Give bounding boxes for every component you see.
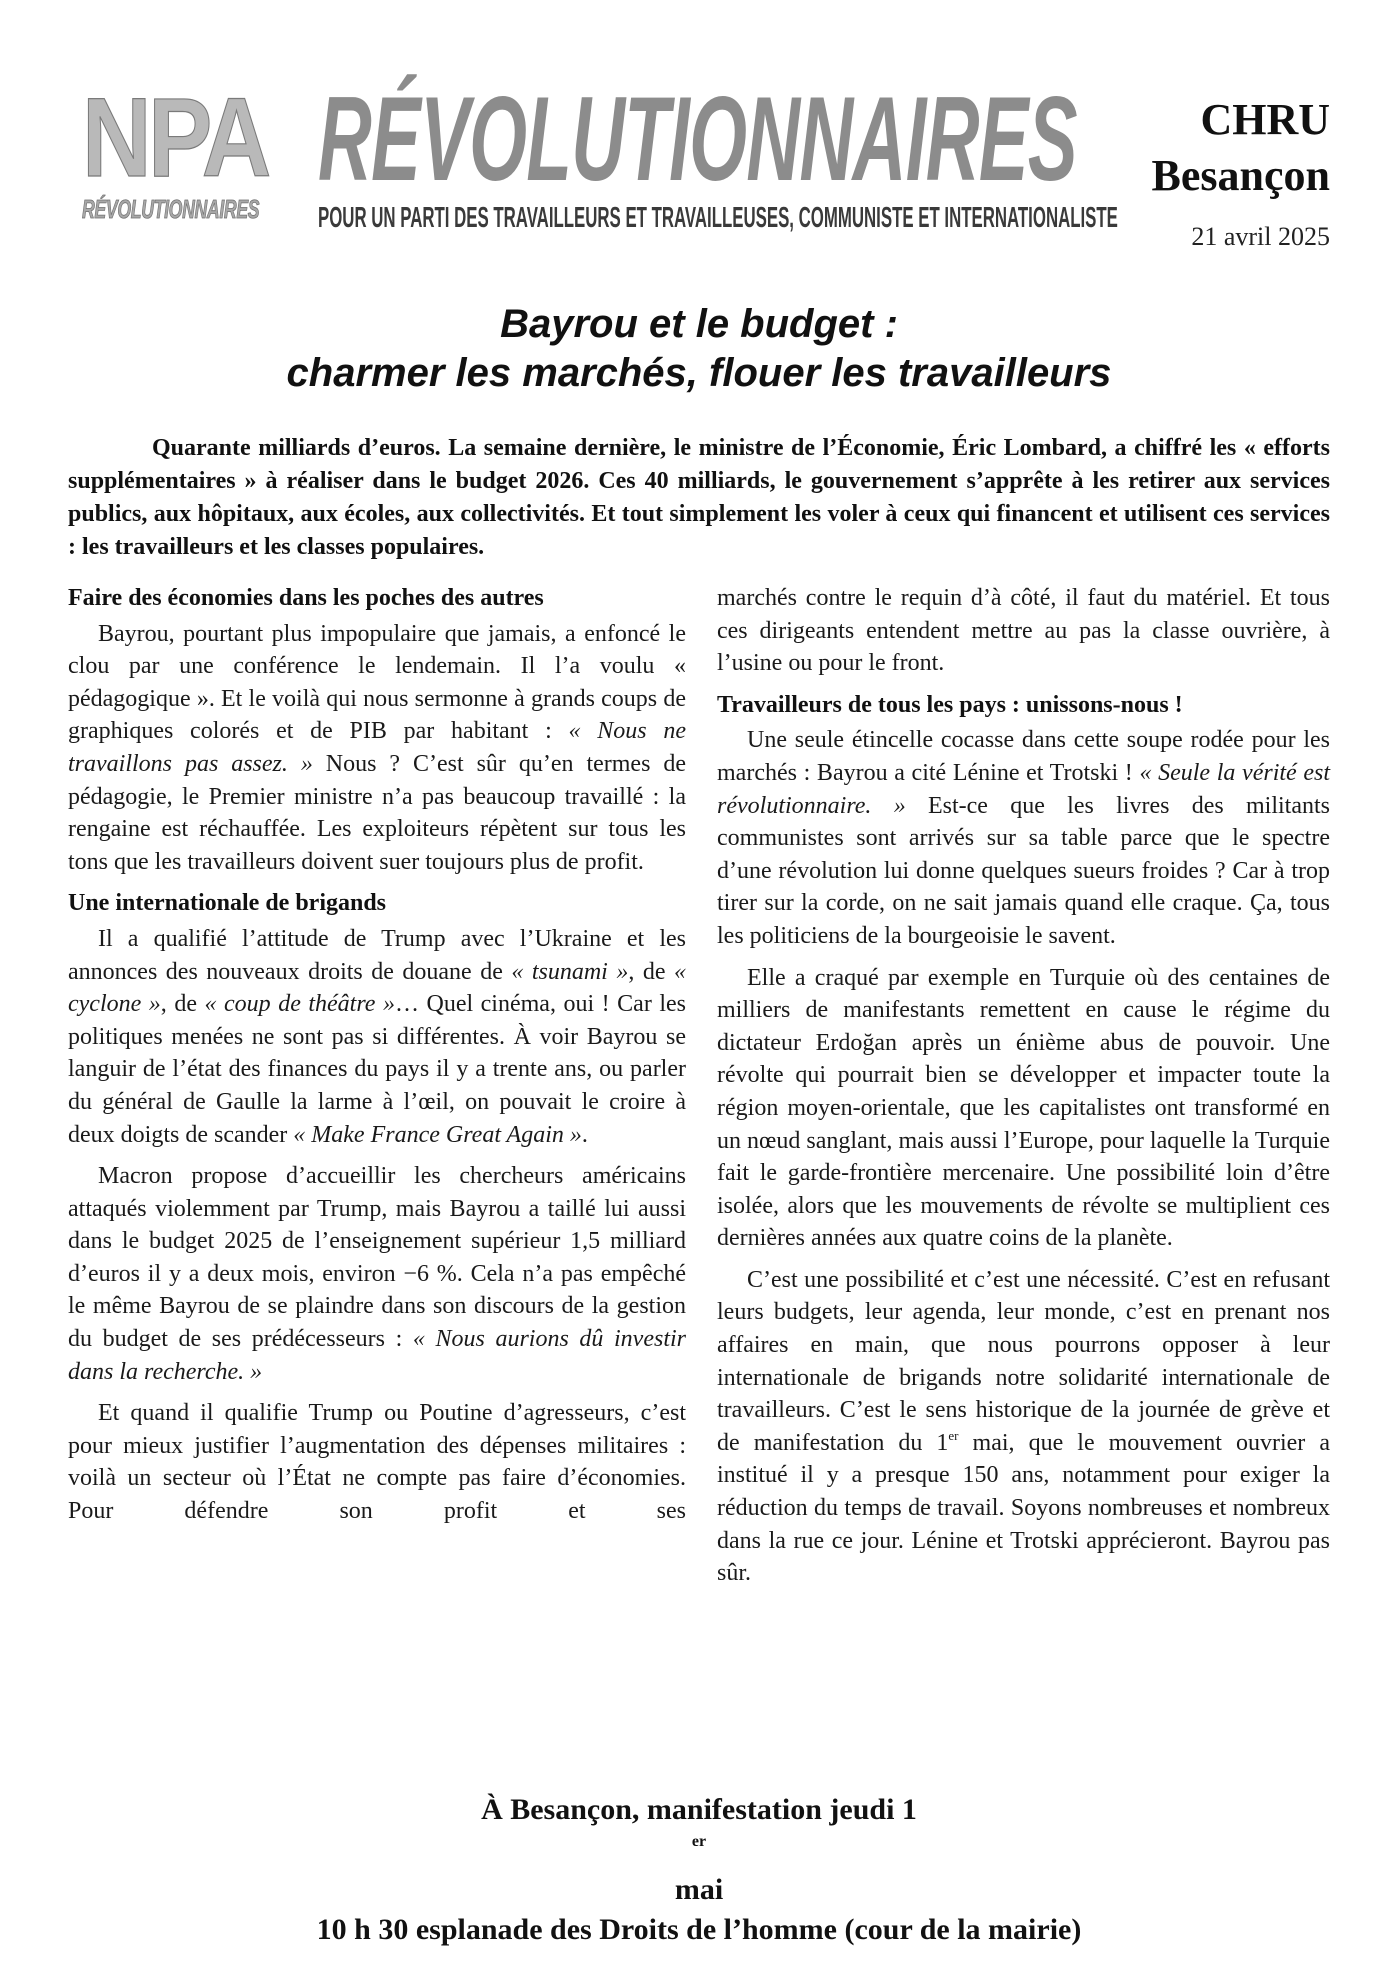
edition-info [1152,92,1330,252]
section-heading: Travailleurs de tous les pays : unissons-nous ! [717,691,1183,718]
edition-city: Besançon [1151,151,1330,200]
text-run: , de [628,958,674,985]
text-run: , de [160,991,205,1018]
quote: « tsunami » [511,958,629,985]
masthead-title: RÉVOLUTIONNAIRES [318,72,1077,206]
headline-line-2: charmer les marchés, flouer les travailleurs [286,351,1112,395]
text-run: Une seule étincelle cocasse dans cette soupe rodée pour les marchés : Bayrou a cité Lénine et Trotski ! [717,727,1330,786]
text-run: Nous ? C’est sûr qu’en termes de pédagogie, le Premier ministre n’a pas beaucoup travaillé : la rengaine est réchauffée. Les exploiteurs répètent sur tous les tons que les travailleurs doivent suer toujours plus de profit. [68,750,687,875]
text-run: À Besançon, manifestation jeudi 1 [481,1793,917,1826]
masthead [318,72,1118,235]
text-run: … Quel cinéma, oui ! Car les politiques menées ne sont pas si différentes. À voir Bayrou se languir de l’état des finances du pays il y a trente ans, ou parler du général de Gaulle la larme à l’œil, on pouvait le croire à deux doigts de scander [68,991,686,1148]
paragraph [68,1160,686,1388]
superscript: er [691,1833,707,1850]
edition-workplace: CHRU [1200,95,1330,144]
callout-line-1 [0,1790,1398,1910]
left-column [68,582,686,1537]
paragraph: Et quand il qualifie Trump ou Poutine d’agresseurs, c’est pour mieux justifier l’augmentation des dépenses militaires : voilà un secteur où l’État ne compte pas faire d’économies. Pour défendre son profit et ses [68,1400,686,1525]
article-headline [0,300,1398,398]
text-run: Bayrou, pourtant plus impopulaire que jamais, a enfoncé le clou par une conférence le lendemain. Il l’a voulu « pédagogique ». Et le voilà qui nous sermonne à grands coups de graphiques colorés et de PIB par habitant : [68,620,686,745]
paragraph [68,923,686,1151]
callout-line-2: 10 h 30 esplanade des Droits de l’homme (cour de la mairie) [316,1913,1082,1946]
paragraph [68,618,686,879]
npa-logo [82,75,282,225]
quote: « Nous aurions dû investir dans la recherche. » [68,1326,686,1385]
text-run: Est-ce que les livres des militants communistes sont arrivés sur sa table parce que le spectre d’une révolution lui donne quelques sueurs froides ? Car à trop tirer sur la corde, on ne sait jamais quand elle craque. Ça, tous les politiciens de la bourgeoisie le savent. [717,792,1330,949]
paragraph [717,1264,1330,1590]
edition-date: 21 avril 2025 [1191,222,1330,251]
paragraph [717,724,1330,952]
npa-logo-text: NPA [82,75,268,200]
quote: « cyclone » [68,958,686,1018]
text-run: mai, que le mouvement ouvrier a institué il y a presque 150 ans, notamment pour exiger la réduction du temps de travail. Soyons nombreuses et nombreux dans la rue ce jour. Lénine et Trotski apprécieront. Bayrou pas sûr. [717,1429,1330,1587]
demonstration-callout [0,1790,1398,1950]
text-run: Macron propose d’accueillir les chercheurs américains attaqués violemment par Trump, mais Bayrou a taillé lui aussi dans le budget 2025 de l’enseignement supérieur 1,5 milliard d’euros il y a deux mois, environ −6 %. Cela n’a pas empêché le même Bayrou de se plaindre dans son discours de la gestion du budget de ses prédécesseurs : [68,1163,686,1353]
paragraph: Elle a craqué par exemple en Turquie où des centaines de milliers de manifestants remettent en cause le régime du dictateur Erdoğan après un énième abus de pouvoir. Une révolte qui pourrait bien se développer et impacter toute la région moyen-orientale, que les capitalistes ont transformé en un nœud sanglant, mais aussi l’Europe, pour laquelle la Turquie fait le garde-frontière mercenaire. Une possibilité loin d’être isolée, alors que les mouvements de révolte se multiplient ces dernières années aux quatre coins de la planète. [717,964,1330,1252]
section-heading: Une internationale de brigands [68,890,387,917]
masthead-tagline: POUR UN PARTI DES TRAVAILLEURS ET TRAVAILLEUSES, COMMUNISTE ET INTERNATIONALISTE [318,202,1118,234]
quote: « Nous ne travaillons pas assez. » [68,718,687,777]
lead-paragraph: Quarante milliards d’euros. La semaine dernière, le ministre de l’Économie, Éric Lombard, a chiffré les « efforts supplémentaires » à réaliser dans le budget 2026. Ces 40 milliards, le gouvernement s’apprête à les retirer aux services publics, aux hôpitaux, aux écoles, aux collectivités. Et tout simplement les voler à ceux qui financent et utilisent ces services : les travailleurs et les classes populaires. [68,435,1330,560]
text-run: mai [674,1873,724,1906]
quote: « coup de théâtre » [204,991,395,1018]
superscript: er [948,1427,959,1443]
right-column [717,582,1330,1599]
quote: « Seule la vérité est révolutionnaire. » [717,759,1330,819]
text-run: . [581,1121,588,1148]
paragraph-continued: marchés contre le requin d’à côté, il faut du matériel. Et tous ces dirigeants entendent mettre au pas la classe ouvrière, à l’usine ou pour le front. [717,585,1330,677]
text-run: Il a qualifié l’attitude de Trump avec l’Ukraine et les annonces des nouveaux droits de douane de [68,925,686,985]
headline-line-1: Bayrou et le budget : [500,302,898,346]
text-run: C’est une possibilité et c’est une nécessité. C’est en refusant leurs budgets, leur agenda, leur monde, c’est en prenant nos affaires en main, que nous pourrons opposer à leur internationale de brigands notre solidarité internationale de travailleurs. C’est le sens historique de la journée de grève et de manifestation du 1 [717,1266,1330,1456]
section-heading: Faire des économies dans les poches des autres [68,585,544,611]
quote: « Make France Great Again » [293,1121,582,1148]
npa-logo-subtitle: RÉVOLUTIONNAIRES [82,194,260,224]
